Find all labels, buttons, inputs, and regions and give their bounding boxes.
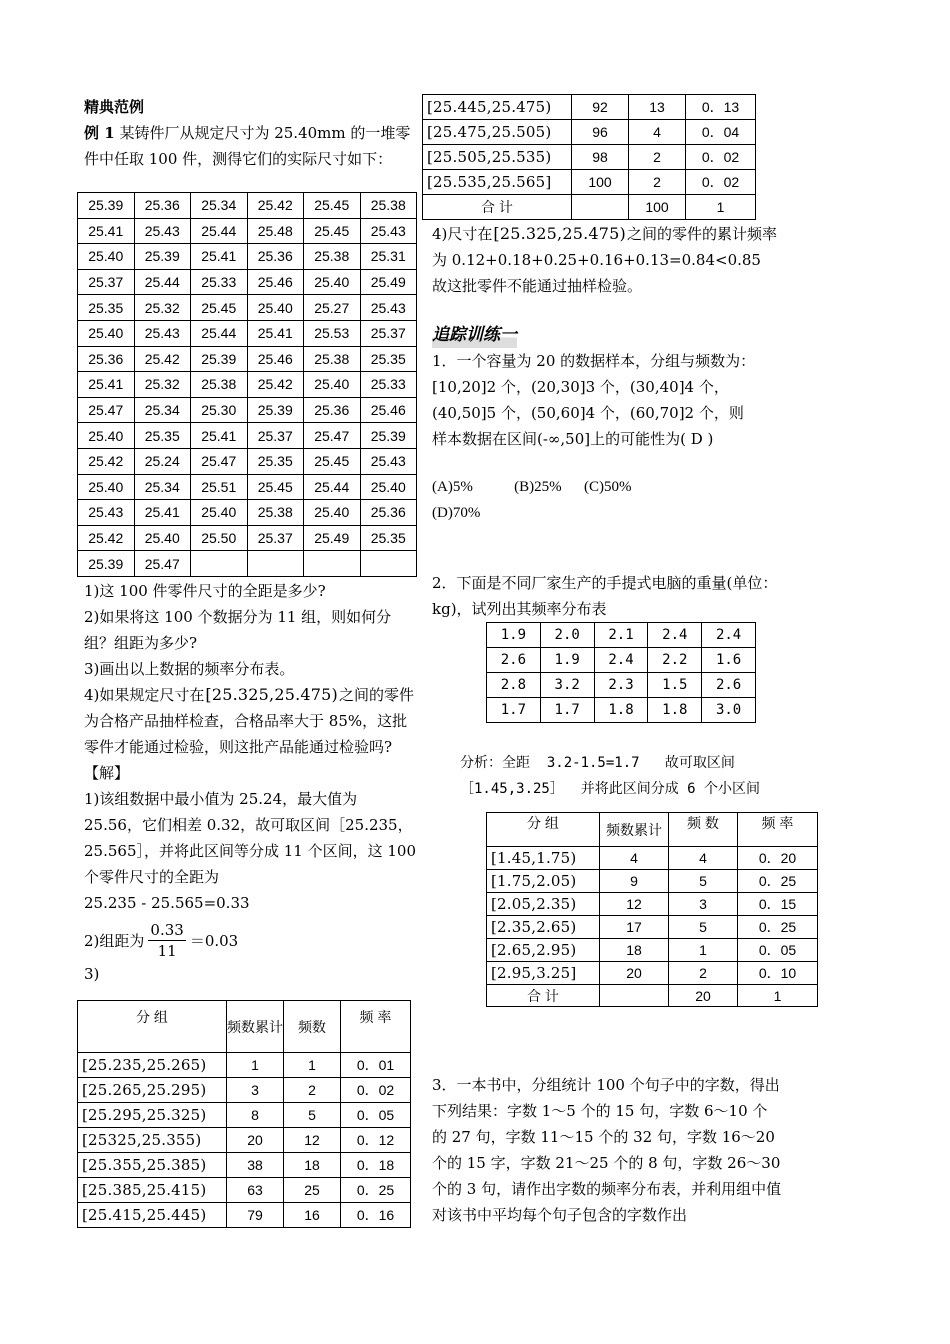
measurement-cell: 25.48	[247, 218, 304, 244]
freq-rate-cell: 0．02	[686, 170, 756, 195]
p2-group-cell: [2.05,2.35)	[487, 893, 600, 916]
p2-group-cell: [2.65,2.95)	[487, 939, 600, 962]
freq-group-cell: [25.475,25.505)	[423, 120, 572, 145]
table-row	[78, 372, 417, 398]
weight-cell: 2.6	[487, 648, 541, 673]
p2-total-freq: 20	[669, 985, 738, 1007]
freq-cum-cell: 98	[572, 145, 629, 170]
measurement-cell: 25.32	[134, 295, 191, 321]
table-row	[487, 648, 756, 673]
freq-group-cell: [25.415,25.445)	[78, 1203, 227, 1228]
p2-rate-cell: 0．05	[738, 939, 818, 962]
measurement-cell: 25.46	[360, 397, 417, 423]
weight-cell: 1.8	[594, 698, 648, 723]
weight-cell: 3.0	[702, 698, 756, 723]
measurement-cell: 25.43	[78, 500, 135, 526]
example-label: 例 1	[84, 124, 115, 142]
measurement-cell: 25.39	[78, 551, 135, 577]
header-rate: 频 率	[341, 1001, 411, 1053]
measurement-cell: 25.39	[134, 244, 191, 270]
p2-group-cell: [1.45,1.75)	[487, 847, 600, 870]
weight-cell: 1.8	[648, 698, 702, 723]
measurement-cell: 25.40	[134, 525, 191, 551]
header-freq: 频数	[284, 1001, 341, 1053]
table-row	[487, 893, 818, 916]
p2-header-rate: 频 率	[738, 813, 818, 847]
training-title: 追踪训练一	[432, 322, 517, 348]
table-row	[78, 551, 417, 577]
p2-cum-cell: 9	[600, 870, 669, 893]
freq-cum-cell: 8	[227, 1103, 284, 1128]
measurement-cell: 25.41	[247, 320, 304, 346]
measurement-cell: 25.47	[134, 551, 191, 577]
p2-rate-cell: 0．10	[738, 962, 818, 985]
table-row	[423, 95, 756, 120]
p2-cum-cell: 18	[600, 939, 669, 962]
measurement-cell: 25.45	[247, 474, 304, 500]
measurement-cell: 25.33	[360, 372, 417, 398]
table-row	[487, 939, 818, 962]
freq-rate-cell: 0．18	[341, 1153, 411, 1178]
measurement-cell: 25.35	[360, 525, 417, 551]
freq-cum-cell: 38	[227, 1153, 284, 1178]
table-row	[78, 397, 417, 423]
weight-cell: 2.4	[594, 648, 648, 673]
freq-rate-cell: 0．13	[686, 95, 756, 120]
measurement-cell: 25.37	[78, 269, 135, 295]
freq-freq-cell: 18	[284, 1153, 341, 1178]
freq-rate-cell: 0．16	[341, 1203, 411, 1228]
freq-cum-cell: 1	[227, 1053, 284, 1078]
question-4-a: 4)如果规定尺寸在	[84, 686, 205, 704]
measurement-cell	[191, 551, 248, 577]
total-cum	[572, 195, 629, 220]
table-row	[487, 698, 756, 723]
measurement-cell: 25.40	[78, 244, 135, 270]
solution-3-label: 3)	[84, 965, 100, 983]
measurement-cell: 25.46	[247, 269, 304, 295]
table-row	[78, 1153, 411, 1178]
measurement-cell: 25.50	[191, 525, 248, 551]
table-row	[78, 244, 417, 270]
section-title: 精典范例	[84, 98, 145, 116]
measurement-cell: 25.51	[191, 474, 248, 500]
question-4	[84, 682, 418, 760]
analysis-line-2: ［1.45,3.25］ 并将此区间分成 6 个小区间	[460, 781, 761, 797]
measurement-cell: 25.43	[360, 218, 417, 244]
solution-2	[84, 920, 418, 961]
p2-rate-cell: 0．20	[738, 847, 818, 870]
total-label: 合 计	[423, 195, 572, 220]
solution-4-text	[432, 221, 782, 273]
table-row	[78, 295, 417, 321]
weights-table	[486, 622, 756, 723]
problem-2-text: 2．下面是不同厂家生产的手提式电脑的重量(单位：kg)，试列出其频率分布表	[432, 574, 778, 618]
measurement-cell: 25.47	[304, 423, 361, 449]
p2-cum-cell: 12	[600, 893, 669, 916]
measurement-cell: 25.40	[304, 500, 361, 526]
measurement-cell: 25.36	[304, 397, 361, 423]
weight-cell: 2.1	[594, 623, 648, 648]
measurement-cell: 25.44	[191, 218, 248, 244]
freq-freq-cell: 16	[284, 1203, 341, 1228]
table-row	[487, 847, 818, 870]
p2-group-cell: [1.75,2.05)	[487, 870, 600, 893]
p2-rate-cell: 0．25	[738, 916, 818, 939]
question-1: 1)这 100 件零件尺寸的全距是多少?	[84, 582, 326, 600]
problem-2	[432, 570, 782, 622]
p2-cum-cell: 20	[600, 962, 669, 985]
measurement-cell: 25.39	[360, 423, 417, 449]
measurement-cell: 25.40	[78, 474, 135, 500]
measurement-cell: 25.43	[360, 295, 417, 321]
weight-cell: 3.2	[540, 673, 594, 698]
table-row	[423, 170, 756, 195]
total-rate: 1	[686, 195, 756, 220]
p2-freq-cell: 5	[669, 916, 738, 939]
measurement-cell: 25.40	[304, 269, 361, 295]
p2-freq-cell: 5	[669, 870, 738, 893]
weight-cell: 2.0	[540, 623, 594, 648]
table-row	[78, 423, 417, 449]
measurement-cell: 25.42	[78, 448, 135, 474]
measurement-cell: 25.38	[247, 500, 304, 526]
measurement-cell: 25.45	[304, 193, 361, 219]
measurement-table	[77, 192, 417, 577]
p2-freq-cell: 4	[669, 847, 738, 870]
questions-block	[84, 578, 418, 987]
freq-rate-cell: 0．25	[341, 1178, 411, 1203]
table-row	[78, 193, 417, 219]
measurement-cell: 25.34	[191, 193, 248, 219]
freq-freq-cell: 5	[284, 1103, 341, 1128]
p2-cum-cell: 4	[600, 847, 669, 870]
measurement-cell: 25.42	[247, 372, 304, 398]
measurement-cell: 25.41	[191, 423, 248, 449]
freq-freq-cell: 2	[284, 1078, 341, 1103]
training-block	[432, 322, 782, 526]
freq-rate-cell: 0．12	[341, 1128, 411, 1153]
weight-cell: 1.7	[487, 698, 541, 723]
measurement-cell: 25.35	[78, 295, 135, 321]
weight-cell: 1.7	[540, 698, 594, 723]
p2-rate-cell: 0．15	[738, 893, 818, 916]
p2-total-label: 合 计	[487, 985, 600, 1007]
table-row	[78, 1103, 411, 1128]
table-row	[487, 673, 756, 698]
table-row	[487, 870, 818, 893]
question-4-interval: [25.325,25.475)	[205, 685, 338, 704]
problem-1-groups-1: [10,20]2 个，(20,30]3 个，(30,40]4 个，	[432, 378, 729, 396]
measurement-cell	[360, 551, 417, 577]
weight-cell: 2.2	[648, 648, 702, 673]
table-row	[78, 346, 417, 372]
example-intro	[84, 120, 418, 172]
p2-header-cum: 频数累计	[600, 813, 669, 847]
measurement-cell: 25.41	[191, 244, 248, 270]
measurement-cell: 25.37	[247, 525, 304, 551]
table-row	[487, 916, 818, 939]
freq-group-cell: [25.235,25.265)	[78, 1053, 227, 1078]
problem-1: 1．一个容量为 20 的数据样本，分组与频数为：	[432, 352, 756, 370]
example-intro-text: 某铸件厂从规定尺寸为 25.40mm 的一堆零件中任取 100 件，测得它们的实际尺寸如下：	[84, 124, 411, 168]
freq-freq-cell: 12	[284, 1128, 341, 1153]
p2-group-cell: [2.95,3.25]	[487, 962, 600, 985]
freq-cum-cell: 96	[572, 120, 629, 145]
weight-cell: 2.8	[487, 673, 541, 698]
measurement-cell: 25.35	[360, 346, 417, 372]
fraction	[148, 920, 185, 961]
freq-group-cell: [25.385,25.415)	[78, 1178, 227, 1203]
measurement-cell: 25.36	[78, 346, 135, 372]
problem-1-question: 样本数据在区间(-∞,50]上的可能性为( D )	[432, 430, 714, 448]
measurement-cell: 25.40	[247, 295, 304, 321]
freq-group-cell: [25.535,25.565]	[423, 170, 572, 195]
measurement-cell: 25.30	[191, 397, 248, 423]
freq-group-cell: [25.295,25.325)	[78, 1103, 227, 1128]
measurement-cell: 25.44	[304, 474, 361, 500]
measurement-cell: 25.37	[360, 320, 417, 346]
measurement-cell: 25.36	[360, 500, 417, 526]
freq-cum-cell: 3	[227, 1078, 284, 1103]
header-cum: 频数累计	[227, 1001, 284, 1053]
measurement-cell: 25.38	[360, 193, 417, 219]
problem-2-frequency-table	[486, 812, 818, 1007]
measurement-cell: 25.36	[247, 244, 304, 270]
solution-4	[432, 221, 782, 299]
table-row	[423, 145, 756, 170]
freq-cum-cell: 100	[572, 170, 629, 195]
measurement-cell: 25.43	[360, 448, 417, 474]
freq-freq-cell: 2	[629, 145, 686, 170]
freq-cum-cell: 20	[227, 1128, 284, 1153]
weight-cell: 1.9	[540, 648, 594, 673]
fraction-denominator: 11	[157, 942, 177, 960]
measurement-cell: 25.39	[78, 193, 135, 219]
freq-rate-cell: 0．02	[686, 145, 756, 170]
problem-1-groups-2: (40,50]5 个，(50,60]4 个，(60,70]2 个，则	[432, 404, 744, 422]
measurement-cell: 25.43	[134, 320, 191, 346]
problem-2-analysis	[460, 750, 810, 802]
measurement-cell: 25.45	[191, 295, 248, 321]
measurement-cell: 25.42	[134, 346, 191, 372]
table-row	[423, 120, 756, 145]
table-row	[487, 623, 756, 648]
measurement-cell: 25.46	[247, 346, 304, 372]
freq-freq-cell: 13	[629, 95, 686, 120]
freq-rate-cell: 0．02	[341, 1078, 411, 1103]
freq-group-cell: [25.265,25.295)	[78, 1078, 227, 1103]
frequency-table-part1	[77, 1000, 411, 1228]
measurement-cell: 25.41	[134, 500, 191, 526]
measurement-cell: 25.39	[247, 397, 304, 423]
p2-freq-cell: 1	[669, 939, 738, 962]
solution-1-range: 25.235 - 25.565=0.33	[84, 894, 250, 912]
measurement-cell: 25.41	[78, 218, 135, 244]
freq-rate-cell: 0．04	[686, 120, 756, 145]
measurement-cell: 25.40	[304, 372, 361, 398]
solution-4-b: 之间的零件的累计频率为 0.12+0.18+0.25+0.16+0.13=0.84<0.85	[432, 225, 777, 269]
measurement-cell: 25.31	[360, 244, 417, 270]
table-row	[78, 1053, 411, 1078]
freq-rate-cell: 0．01	[341, 1053, 411, 1078]
measurement-cell: 25.35	[134, 423, 191, 449]
solution-label: 【解】	[84, 764, 130, 782]
solution-4-interval: [25.325,25.475)	[493, 224, 626, 243]
table-row	[78, 218, 417, 244]
freq-group-cell: [25.445,25.475)	[423, 95, 572, 120]
measurement-cell: 25.49	[304, 525, 361, 551]
problem-3-text: 3．一本书中，分组统计 100 个句子中的字数，得出下列结果：字数 1～5 个的 15 句，字数 6～10 个的 27 句，字数 11～15 个的 32 句，字数 16～20 个的 15 字，字数 21～25 个的 8 句，字数 26～30 个的 3 句，请作出字数的频率分布表，并利用组中值对该书中平均每个句子包含的字数作出	[432, 1076, 782, 1224]
measurement-cell: 25.34	[134, 397, 191, 423]
table-row	[78, 1178, 411, 1203]
measurement-cell: 25.37	[247, 423, 304, 449]
header-group: 分 组	[78, 1001, 227, 1053]
table-row	[78, 1128, 411, 1153]
table-row	[78, 500, 417, 526]
measurement-cell	[247, 551, 304, 577]
table-row	[78, 1203, 411, 1228]
table-row	[78, 320, 417, 346]
measurement-cell: 25.40	[78, 423, 135, 449]
p2-header-group: 分 组	[487, 813, 600, 847]
table-row	[78, 448, 417, 474]
weight-cell: 1.5	[648, 673, 702, 698]
total-freq: 100	[629, 195, 686, 220]
question-2: 2)如果将这 100 个数据分为 11 组，则如何分组？组距为多少?	[84, 608, 392, 652]
measurement-cell: 25.32	[134, 372, 191, 398]
measurement-cell: 25.34	[134, 474, 191, 500]
question-4-b: 之间的零件为合格产品抽样检查，合格品率大于 85%，这批零件才能通过检验，则这批产品能通过检验吗?	[84, 686, 414, 756]
measurement-cell: 25.24	[134, 448, 191, 474]
measurement-cell	[304, 551, 361, 577]
question-3: 3)画出以上数据的频率分布表。	[84, 660, 295, 678]
frequency-table-part2	[422, 94, 756, 220]
measurement-cell: 25.41	[78, 372, 135, 398]
weight-cell: 2.6	[702, 673, 756, 698]
measurement-cell: 25.43	[134, 218, 191, 244]
p2-rate-cell: 0．25	[738, 870, 818, 893]
measurement-cell: 25.39	[191, 346, 248, 372]
solution-1: 1)该组数据中最小值为 25.24，最大值为 25.56，它们相差 0.32，故可取区间［25.235，25.565］，并将此区间等分成 11 个区间，这 100 个零件尺寸的全距为	[84, 790, 417, 886]
measurement-cell: 25.38	[304, 244, 361, 270]
p2-total-rate: 1	[738, 985, 818, 1007]
measurement-cell: 25.33	[191, 269, 248, 295]
measurement-cell: 25.27	[304, 295, 361, 321]
p2-freq-cell: 3	[669, 893, 738, 916]
p2-freq-cell: 2	[669, 962, 738, 985]
measurement-cell: 25.40	[360, 474, 417, 500]
measurement-cell: 25.49	[360, 269, 417, 295]
freq-group-cell: [25.355,25.385)	[78, 1153, 227, 1178]
freq-freq-cell: 1	[284, 1053, 341, 1078]
weight-cell: 2.4	[702, 623, 756, 648]
solution-2-prefix: 2)组距为	[84, 931, 145, 950]
measurement-cell: 25.47	[78, 397, 135, 423]
fraction-numerator: 0.33	[150, 921, 184, 939]
measurement-cell: 25.53	[304, 320, 361, 346]
table-row	[78, 269, 417, 295]
freq-freq-cell: 2	[629, 170, 686, 195]
measurement-cell: 25.44	[191, 320, 248, 346]
measurement-cell: 25.45	[304, 218, 361, 244]
problem-3	[432, 1072, 782, 1228]
table-row	[78, 1078, 411, 1103]
table-row	[78, 525, 417, 551]
p2-total-cum	[600, 985, 669, 1007]
left-column	[84, 94, 418, 172]
freq-rate-cell: 0．05	[341, 1103, 411, 1128]
measurement-cell: 25.35	[247, 448, 304, 474]
measurement-cell: 25.47	[191, 448, 248, 474]
measurement-cell: 25.42	[78, 525, 135, 551]
measurement-cell: 25.42	[247, 193, 304, 219]
weight-cell: 1.6	[702, 648, 756, 673]
freq-freq-cell: 4	[629, 120, 686, 145]
table-row	[78, 474, 417, 500]
problem-1-options-1: (A)5% (B)25% (C)50%	[432, 479, 632, 495]
weight-cell: 2.4	[648, 623, 702, 648]
weight-cell: 2.3	[594, 673, 648, 698]
analysis-line-1: 分析：全距 3.2-1.5=1.7 故可取区间	[460, 755, 735, 771]
freq-cum-cell: 92	[572, 95, 629, 120]
p2-header-freq: 频 数	[669, 813, 738, 847]
weight-cell: 1.9	[487, 623, 541, 648]
p2-cum-cell: 17	[600, 916, 669, 939]
measurement-cell: 25.44	[134, 269, 191, 295]
table-row	[487, 962, 818, 985]
freq-group-cell: [25325,25.355)	[78, 1128, 227, 1153]
solution-4-a: 4)尺寸在	[432, 225, 493, 243]
measurement-cell: 25.40	[78, 320, 135, 346]
measurement-cell: 25.40	[191, 500, 248, 526]
freq-freq-cell: 25	[284, 1178, 341, 1203]
freq-cum-cell: 63	[227, 1178, 284, 1203]
solution-2-result: ＝0.03	[189, 931, 239, 950]
solution-4-c: 故这批零件不能通过抽样检验。	[432, 277, 643, 295]
measurement-cell: 25.38	[304, 346, 361, 372]
p2-group-cell: [2.35,2.65)	[487, 916, 600, 939]
freq-group-cell: [25.505,25.535)	[423, 145, 572, 170]
measurement-cell: 25.38	[191, 372, 248, 398]
measurement-cell: 25.36	[134, 193, 191, 219]
measurement-cell: 25.45	[304, 448, 361, 474]
freq-cum-cell: 79	[227, 1203, 284, 1228]
problem-1-options-2: (D)70%	[432, 505, 481, 521]
